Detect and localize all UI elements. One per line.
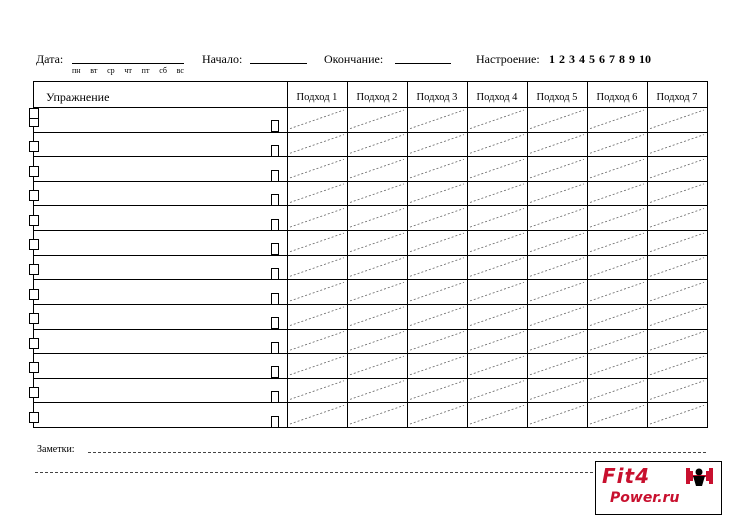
cell-diagonal [530,332,584,351]
exercise-header: Упражнение [46,90,110,104]
cell-diagonal [350,356,404,375]
row-tab-9[interactable] [271,317,279,329]
mood-label: Настроение: [476,52,540,66]
logo-text-power: Power.ru [610,490,680,506]
cell-diagonal [470,184,524,203]
cell-diagonal [590,135,644,154]
cell-diagonal [470,208,524,227]
row-tab-12[interactable] [271,391,279,403]
cell-diagonal [410,233,464,252]
cell-diagonal [350,381,404,400]
cell-diagonal [590,184,644,203]
set-header-5: Подход 5 [536,92,578,103]
fit4power-logo [595,461,722,515]
cell-diagonal [290,332,344,351]
cell-diagonal [530,233,584,252]
weekday-5[interactable]: сб [159,66,167,75]
cell-diagonal [530,135,584,154]
cell-diagonal [350,405,404,424]
cell-diagonal [470,110,524,129]
cell-diagonal [290,184,344,203]
cell-diagonal [410,405,464,424]
cell-diagonal [650,208,704,227]
cell-diagonal [650,135,704,154]
row-checkbox-12[interactable] [29,387,39,398]
cell-diagonal [590,159,644,178]
mood-option-7[interactable]: 7 [609,52,615,66]
cell-diagonal [470,258,524,277]
cell-diagonal [530,405,584,424]
weekday-6[interactable]: вс [176,66,184,75]
cell-diagonal [590,233,644,252]
set-header-3: Подход 3 [416,92,458,103]
cell-diagonal [530,356,584,375]
row-tab-8[interactable] [271,293,279,305]
notes-line-2[interactable] [35,472,593,473]
cell-diagonal [290,307,344,326]
cell-diagonal [290,381,344,400]
notes-line-1[interactable] [88,452,706,453]
mood-option-2[interactable]: 2 [559,52,565,66]
cell-diagonal [650,258,704,277]
start-blank[interactable] [250,63,307,64]
row-checkbox-2[interactable] [29,141,39,152]
cell-diagonal [530,258,584,277]
cell-diagonal [290,282,344,301]
mood-scale [549,52,651,67]
weekday-3[interactable]: чт [124,66,132,75]
set-header-6: Подход 6 [596,92,638,103]
cell-diagonal [530,159,584,178]
cell-diagonal [410,258,464,277]
cell-diagonal [290,208,344,227]
mood-option-9[interactable]: 9 [629,52,635,66]
cell-diagonal [350,332,404,351]
row-tab-3[interactable] [271,170,279,182]
cell-diagonal [530,110,584,129]
cell-diagonal [650,233,704,252]
cell-diagonal [530,307,584,326]
workout-table [33,81,708,428]
cell-diagonal [470,135,524,154]
row-tab-5[interactable] [271,219,279,231]
cell-diagonal [650,332,704,351]
cell-diagonal [290,405,344,424]
cell-diagonal [650,381,704,400]
end-label: Окончание: [324,52,384,66]
cell-diagonal [530,282,584,301]
cell-diagonal [290,159,344,178]
cell-diagonal [410,135,464,154]
cell-diagonal [350,307,404,326]
weekday-4[interactable]: пт [141,66,150,75]
cell-diagonal [350,159,404,178]
mood-option-3[interactable]: 3 [569,52,575,66]
cell-diagonal [650,405,704,424]
cell-diagonal [650,282,704,301]
cell-diagonal [590,110,644,129]
notes-label: Заметки: [37,444,75,455]
cell-diagonal [650,159,704,178]
cell-diagonal [290,110,344,129]
cell-diagonal [650,307,704,326]
row-checkbox-5[interactable] [29,215,39,226]
row-tab-7[interactable] [271,268,279,280]
row-tab-2[interactable] [271,145,279,157]
mood-option-5[interactable]: 5 [589,52,595,66]
cell-diagonals [34,82,707,427]
cell-diagonal [590,332,644,351]
row-tab-10[interactable] [271,342,279,354]
cell-diagonal [350,258,404,277]
date-label: Дата: [36,52,64,66]
set-header-4: Подход 4 [476,92,518,103]
mood-option-1[interactable]: 1 [549,52,555,66]
cell-diagonal [350,282,404,301]
cell-diagonal [650,356,704,375]
set-header-1: Подход 1 [296,92,338,103]
logo-text-fit4: Fit4 [602,464,650,488]
row-tab-4[interactable] [271,194,279,206]
cell-diagonal [470,381,524,400]
header-checkbox[interactable] [29,108,39,119]
cell-diagonal [470,282,524,301]
cell-diagonal [410,332,464,351]
weekday-list [72,66,184,75]
weekday-0[interactable]: пн [72,66,81,75]
cell-diagonal [290,258,344,277]
cell-diagonal [470,233,524,252]
cell-diagonal [470,332,524,351]
cell-diagonal [470,405,524,424]
cell-diagonal [410,282,464,301]
row-checkbox-4[interactable] [29,190,39,201]
cell-diagonal [530,184,584,203]
date-blank[interactable] [72,63,184,64]
cell-diagonal [650,184,704,203]
row-checkbox-8[interactable] [29,289,39,300]
row-tab-11[interactable] [271,366,279,378]
cell-diagonal [590,381,644,400]
cell-diagonal [590,282,644,301]
row-checkbox-13[interactable] [29,412,39,423]
row-checkbox-6[interactable] [29,239,39,250]
cell-diagonal [410,208,464,227]
cell-diagonal [470,307,524,326]
set-header-2: Подход 2 [356,92,398,103]
cell-diagonal [410,307,464,326]
mood-option-10[interactable]: 10 [639,52,651,66]
weekday-1[interactable]: вт [90,66,98,75]
row-checkbox-11[interactable] [29,362,39,373]
row-tab-6[interactable] [271,243,279,255]
row-checkbox-9[interactable] [29,313,39,324]
cell-diagonal [470,159,524,178]
cell-diagonal [410,184,464,203]
cell-diagonal [350,233,404,252]
cell-diagonal [530,381,584,400]
mood-option-6[interactable]: 6 [599,52,605,66]
row-checkbox-3[interactable] [29,166,39,177]
cell-diagonal [410,356,464,375]
cell-diagonal [590,258,644,277]
weekday-2[interactable]: ср [107,66,115,75]
cell-diagonal [350,208,404,227]
end-blank[interactable] [395,63,451,64]
row-checkbox-7[interactable] [29,264,39,275]
cell-diagonal [530,208,584,227]
cell-diagonal [590,356,644,375]
cell-diagonal [350,110,404,129]
cell-diagonal [350,135,404,154]
cell-diagonal [410,159,464,178]
cell-diagonal [590,307,644,326]
start-label: Начало: [202,52,243,66]
cell-diagonal [350,184,404,203]
cell-diagonal [650,110,704,129]
cell-diagonal [470,356,524,375]
set-header-7: Подход 7 [656,92,698,103]
row-tab-13[interactable] [271,416,279,428]
cell-diagonal [290,356,344,375]
cell-diagonal [410,381,464,400]
row-checkbox-10[interactable] [29,338,39,349]
mood-option-8[interactable]: 8 [619,52,625,66]
cell-diagonal [290,135,344,154]
cell-diagonal [590,208,644,227]
row-tab-1[interactable] [271,120,279,132]
cell-diagonal [290,233,344,252]
cell-diagonal [410,110,464,129]
cell-diagonal [590,405,644,424]
mood-option-4[interactable]: 4 [579,52,585,66]
